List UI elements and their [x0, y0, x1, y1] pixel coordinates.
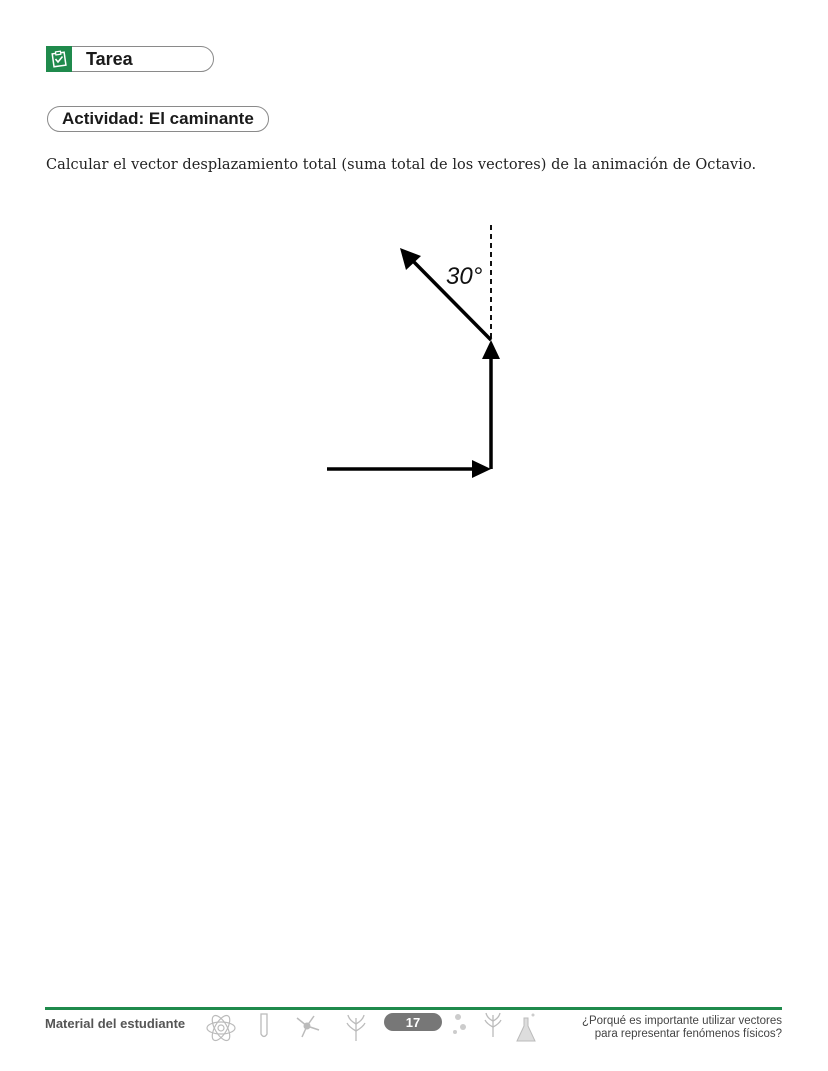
arrowhead-north	[482, 340, 500, 359]
plant-icon	[344, 1012, 368, 1042]
test-tube-icon	[258, 1012, 270, 1040]
atom-icon	[204, 1012, 238, 1044]
vector-diagram	[300, 215, 520, 490]
plant-icon	[482, 1010, 504, 1038]
clipboard-check-icon	[46, 46, 72, 72]
footer-question-line1: ¿Porqué es importante utilizar vectores	[581, 1015, 782, 1027]
footer-question	[582, 1015, 782, 1041]
footer-question-line2: para representar fenómenos físicos?	[594, 1028, 782, 1040]
dots-icon	[450, 1012, 470, 1038]
arrowhead-east	[472, 460, 491, 478]
angle-label: 30°	[446, 263, 483, 290]
molecule-icon	[292, 1012, 322, 1040]
activity-title: Actividad: El caminante	[47, 106, 269, 132]
page-number: 17	[384, 1013, 442, 1031]
instruction-text: Calcular el vector desplazamiento total (suma total de los vectores) de la animación de Octavio.	[46, 157, 757, 173]
section-tag	[46, 46, 214, 72]
flask-icon	[514, 1012, 540, 1044]
footer-divider	[45, 1007, 782, 1010]
footer-left-label: Material del estudiante	[45, 1016, 186, 1031]
section-label: Tarea	[86, 48, 133, 69]
